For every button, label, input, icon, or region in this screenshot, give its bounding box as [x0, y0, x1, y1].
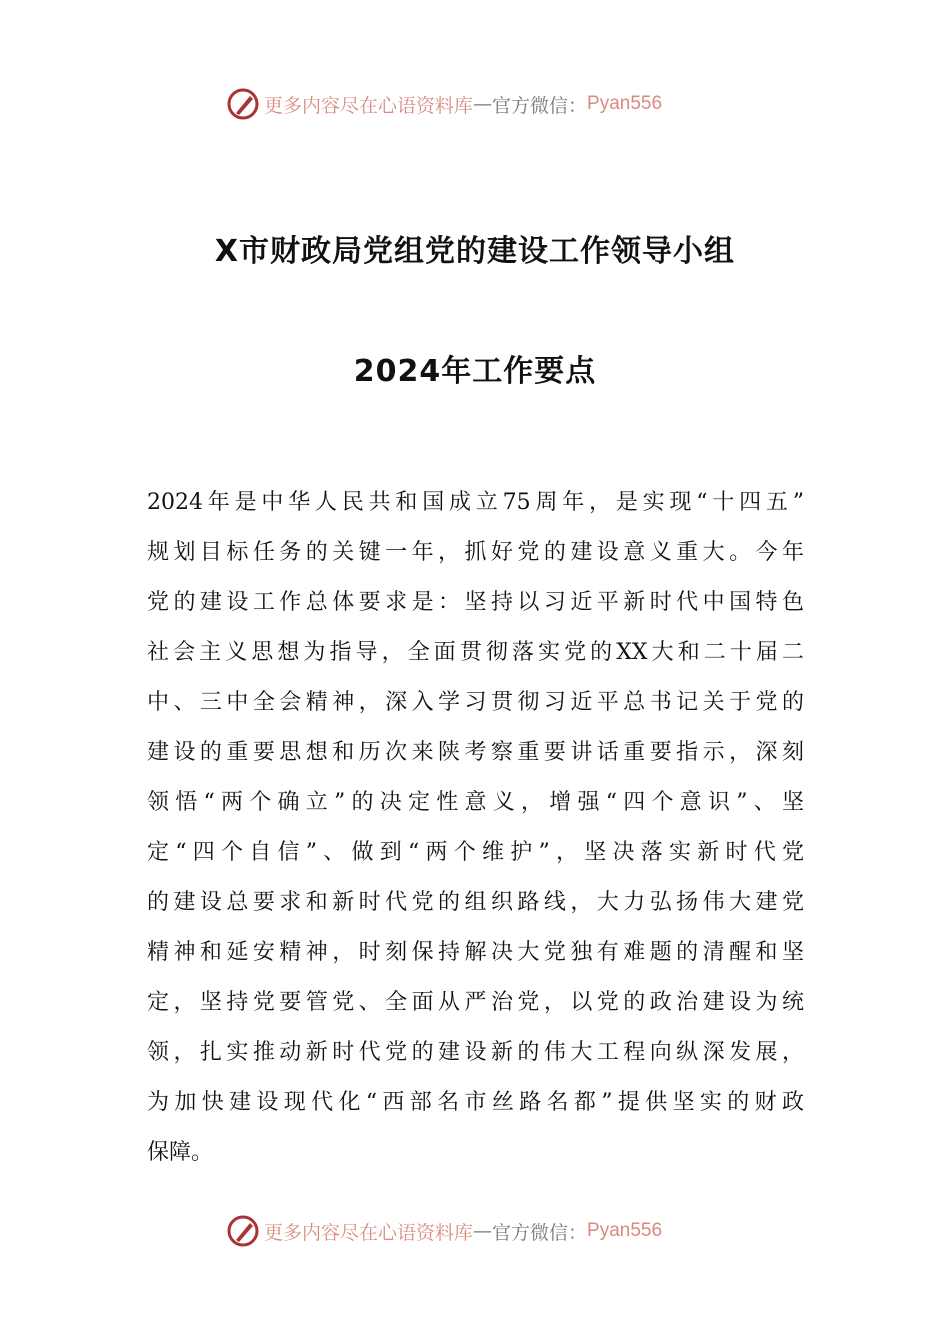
- paragraph-line: 的建设总要求和新时代党的组织路线，大力弘扬伟大建党: [147, 890, 804, 915]
- paragraph-line: 党的建设工作总体要求是：坚持以习近平新时代中国特色: [147, 590, 804, 615]
- pen-logo-icon: [226, 1214, 260, 1248]
- watermark-site-text: 更多内容尽在心语资料库: [264, 94, 474, 117]
- paragraph-line: 定“四个自信”、做到“两个维护”，坚决落实新时代党: [147, 840, 804, 865]
- paragraph-line: 领，扎实推动新时代党的建设新的伟大工程向纵深发展，: [147, 1040, 804, 1065]
- body-paragraph: [147, 486, 804, 1186]
- watermark-wechat-id: Pyan556: [587, 1220, 663, 1241]
- paragraph-line: 规划目标任务的关键一年，抓好党的建设意义重大。今年: [147, 540, 804, 565]
- watermark-footer: [226, 1213, 726, 1249]
- paragraph-line: 领悟“两个确立”的决定性意义，增强“四个意识”、坚: [147, 790, 804, 815]
- paragraph-line: 建设的重要思想和历次来陕考察重要讲话重要指示，深刻: [147, 740, 804, 765]
- paragraph-line: 社会主义思想为指导，全面贯彻落实党的XX大和二十届二: [147, 640, 804, 665]
- watermark-wechat-label: 官方微信：: [492, 1221, 588, 1244]
- pen-logo-icon: [226, 87, 260, 121]
- doc-title-line2: 2024年工作要点: [353, 354, 597, 389]
- paragraph-line: 中、三中全会精神，深入学习贯彻习近平总书记关于党的: [147, 690, 804, 715]
- paragraph-line: 定，坚持党要管党、全面从严治党，以党的政治建设为统: [147, 990, 804, 1015]
- watermark-sep: —: [473, 1220, 493, 1242]
- paragraph-line: 精神和延安精神，时刻保持解决大党独有难题的清醒和坚: [147, 940, 804, 965]
- watermark-site-text: 更多内容尽在心语资料库: [264, 1221, 474, 1244]
- paragraph-line: 2024年是中华人民共和国成立75周年，是实现“十四五”: [147, 490, 804, 515]
- paragraph-line: 保障。: [147, 1140, 214, 1165]
- watermark-sep: —: [473, 93, 493, 115]
- doc-title-line1: X市财政局党组党的建设工作领导小组: [214, 234, 736, 269]
- paragraph-line: 为加快建设现代化“西部名市丝路名都”提供坚实的财政: [147, 1090, 804, 1115]
- watermark-wechat-id: Pyan556: [587, 93, 663, 114]
- watermark-header: [226, 86, 726, 122]
- watermark-wechat-label: 官方微信：: [492, 94, 588, 117]
